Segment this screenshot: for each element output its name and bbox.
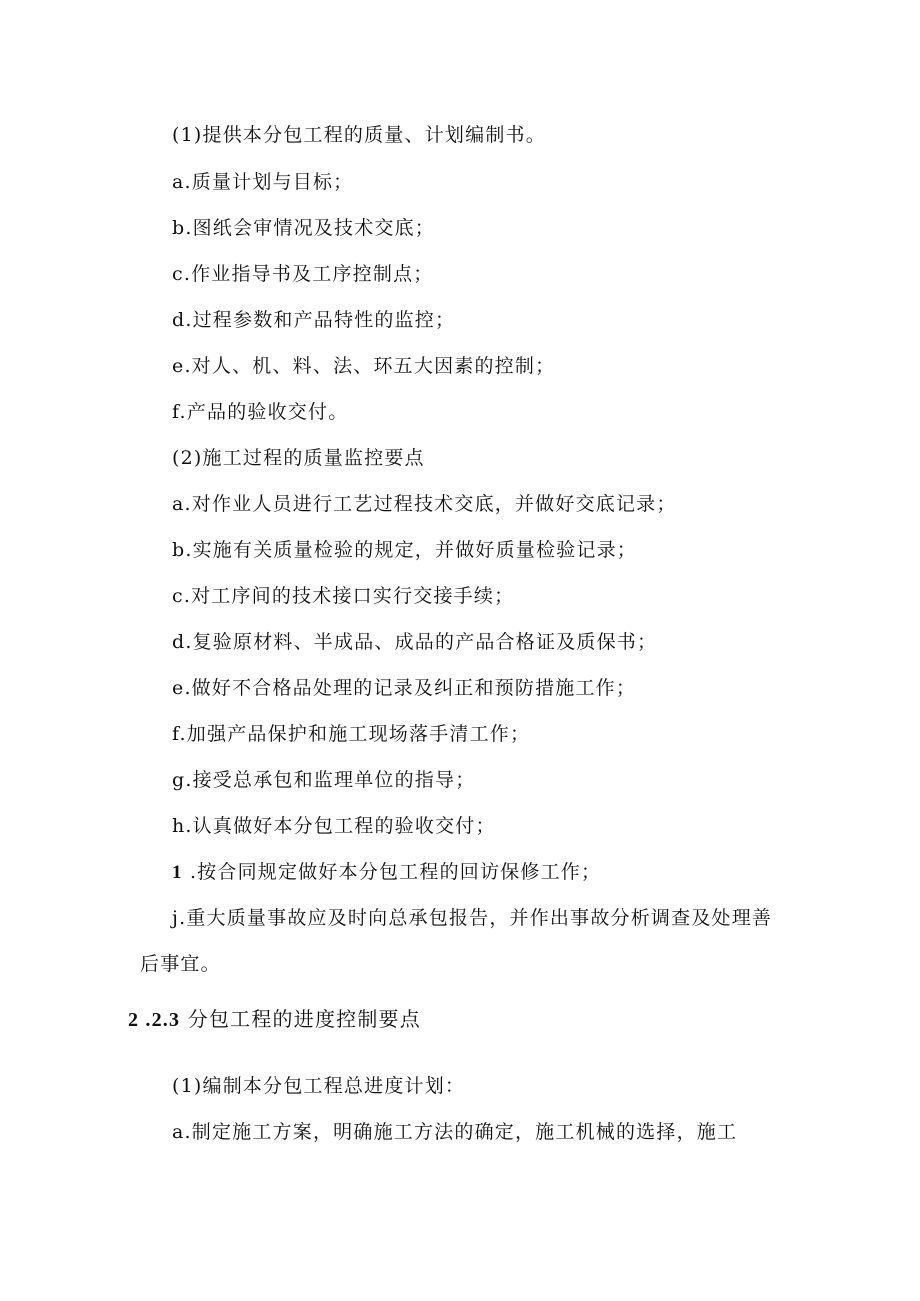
list-item: e.做好不合格品处理的记录及纠正和预防措施工作； [172,677,637,699]
list-item: d.复验原材料、半成品、成品的产品合格证及质保书； [172,631,658,653]
list-item: a.对作业人员进行工艺过程技术交底，并做好交底记录； [172,493,677,515]
list-item: j.重大质量事故应及时向总承包报告，并作出事故分析调查及处理善 [172,907,773,929]
list-item: d.过程参数和产品特性的监控； [172,309,456,331]
section-number: 2 .2.3 [128,1009,181,1031]
item-number: 1 [172,862,183,883]
list-item: c.作业指导书及工序控制点； [172,263,434,285]
list-item: h.认真做好本分包工程的验收交付； [172,815,496,837]
list-item: f.产品的验收交付。 [172,401,349,423]
item-text: .按合同规定做好本分包工程的回访保修工作； [182,861,602,883]
paragraph-continuation: 后事宜。 [140,953,221,975]
list-item: b.图纸会审情况及技术交底； [172,217,436,239]
list-item: b.实施有关质量检验的规定，并做好质量检验记录； [172,539,638,561]
list-item: f.加强产品保护和施工现场落手清工作； [172,723,531,745]
list-item: a.质量计划与目标； [172,171,354,193]
list-item: a.制定施工方案，明确施工方法的确定，施工机械的选择，施工 [172,1121,738,1143]
paragraph-line: (2)施工过程的质量监控要点 [172,447,425,469]
list-item: c.对工序间的技术接口实行交接手续； [172,585,515,607]
list-item [172,860,601,885]
list-item: g.接受总承包和监理单位的指导； [172,769,476,791]
paragraph-line: (1)编制本分包工程总进度计划： [172,1075,466,1097]
paragraph-line: (1)提供本分包工程的质量、计划编制书。 [172,124,546,146]
section-title: 分包工程的进度控制要点 [180,1007,421,1031]
list-item: e.对人、机、料、法、环五大因素的控制； [172,355,556,377]
section-heading [128,1007,421,1032]
